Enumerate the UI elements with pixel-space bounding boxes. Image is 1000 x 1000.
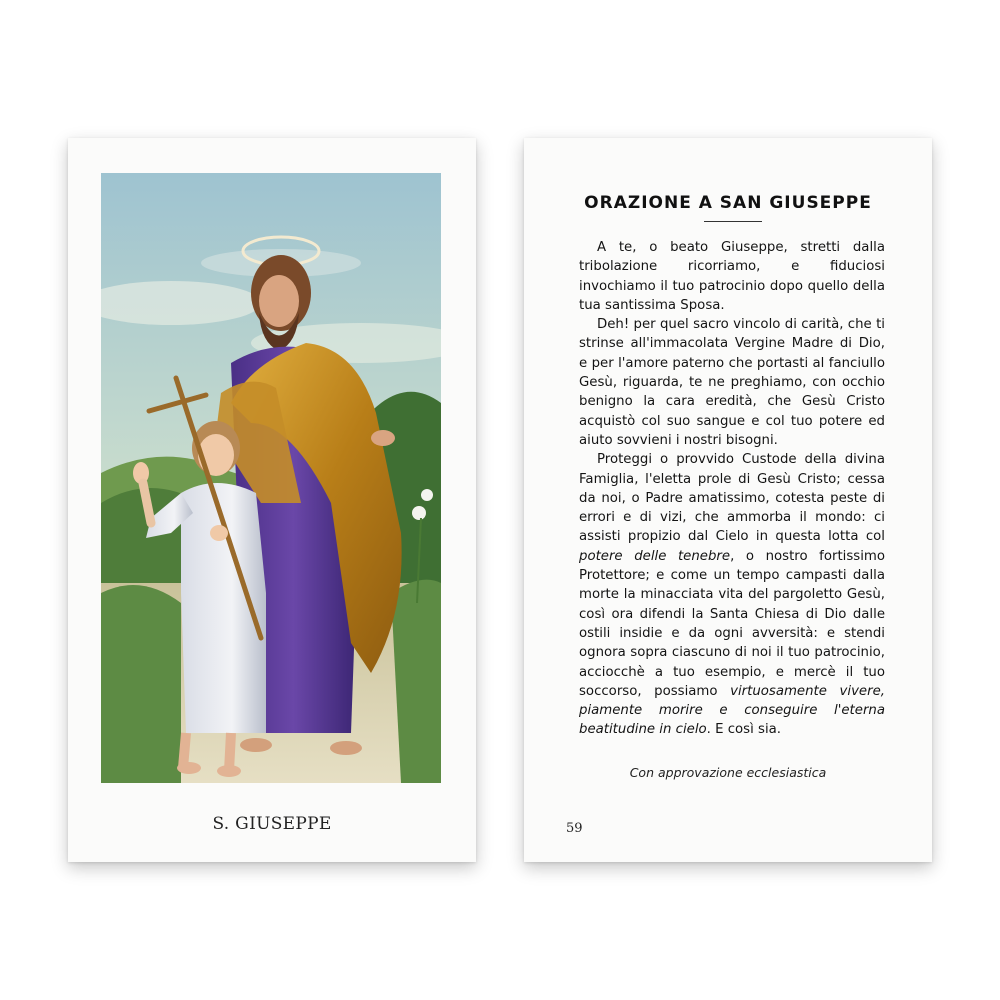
prayer-title: ORAZIONE A SAN GIUSEPPE bbox=[584, 193, 872, 213]
prayer-text-run: , o nostro fortissimo Protettore; e come un tempo campasti dalla morte la minacciata vita del pargoletto Gesù, così ora difendi la Santa Chiesa di Dio dalle ostili insidie e da ogni avversità: e stendi ognora sopra ciascuno di noi il tuo patrocinio, acciocchè a tuo esempio, e mercè il tuo soccorso, possiamo bbox=[579, 548, 885, 699]
prayer-text bbox=[579, 238, 885, 740]
prayer-text-run: . E così sia. bbox=[706, 722, 782, 738]
prayer-paragraph: Deh! per quel sacro vincolo di carità, che ti strinse all'immacolata Vergine Madre di Dio, e per l'amore paterno che portasti al fanciullo Gesù, riguarda, te ne preghiamo, con occhio benigno la cara eredità, che Gesù Cristo acquistò col suo sangue e col tuo potere ed aiuto sovvieni i nostri bisogni. bbox=[579, 317, 885, 448]
prayer-text-run: Proteggi o provvido Custode della divina Famiglia, l'eletta prole di Gesù Cristo; cessa da noi, o Padre amatissimo, cotesta peste di errori e di vizi, che ammorba il mondo: ci assisti propizio dal Cielo in questa lotta col bbox=[579, 452, 885, 545]
saint-joseph-painting bbox=[101, 173, 441, 783]
prayer-paragraph: A te, o beato Giuseppe, stretti dalla tribolazione ricorriamo, e fiduciosi invochiamo il tuo patrocinio dopo quello della tua santissima Sposa. bbox=[579, 240, 885, 313]
prayer-italic-run: potere delle tenebre bbox=[579, 548, 731, 564]
prayer-italic-run: virtuosamente vivere, piamente morire e conseguire l'eterna beatitudine in cielo bbox=[579, 683, 885, 738]
card-caption: S. GIUSEPPE bbox=[212, 814, 332, 834]
page-number: 59 bbox=[566, 821, 583, 836]
approval-note: Con approvazione ecclesiastica bbox=[629, 765, 827, 780]
title-divider bbox=[704, 221, 762, 222]
holy-card-front bbox=[68, 138, 476, 862]
holy-card-back bbox=[524, 138, 932, 862]
prayer-paragraph bbox=[579, 450, 885, 739]
